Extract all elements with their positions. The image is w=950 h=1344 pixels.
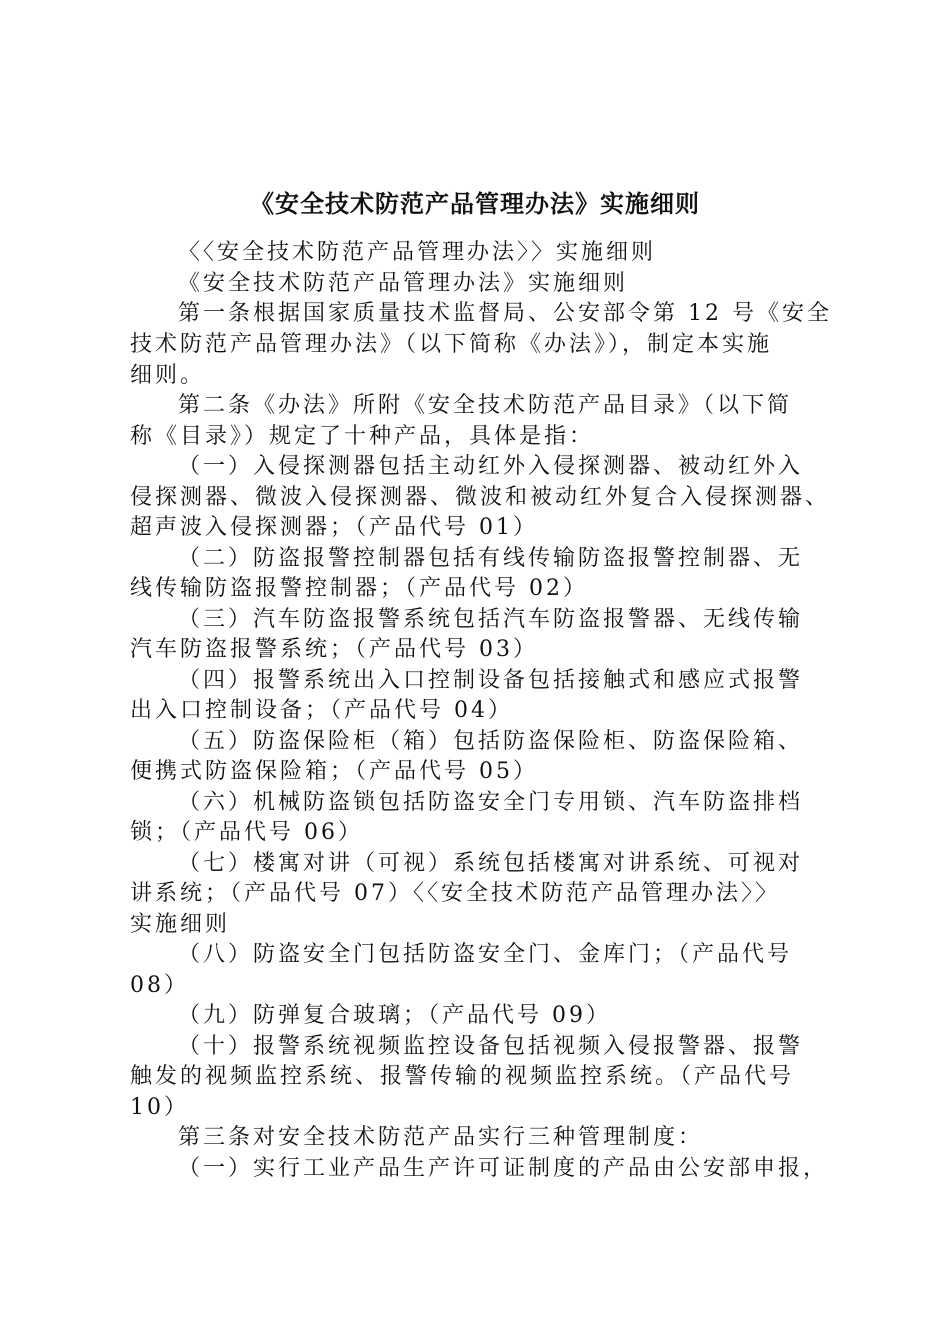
body-line: 《安全技术防范产品管理办法》实施细则 bbox=[178, 271, 629, 296]
body-line: 08） bbox=[130, 973, 189, 998]
body-line: 出入口控制设备；（产品代号 04） bbox=[130, 698, 513, 723]
body-line: （三）汽车防盗报警系统包括汽车防盗报警器、无线传输 bbox=[178, 607, 804, 632]
body-line: （十）报警系统视频监控设备包括视频入侵报警器、报警 bbox=[178, 1034, 804, 1059]
body-line: 实施细则 bbox=[130, 912, 231, 937]
body-line: 10） bbox=[130, 1095, 189, 1120]
body-line: 称《目录》）规定了十种产品，具体是指： bbox=[130, 424, 595, 449]
body-line: 汽车防盗报警系统；（产品代号 03） bbox=[130, 637, 538, 662]
body-line: 技术防范产品管理办法》（以下简称《办法》），制定本实施 bbox=[130, 332, 773, 357]
body-line: （一）入侵探测器包括主动红外入侵探测器、被动红外入 bbox=[178, 454, 804, 479]
body-line: （二）防盗报警控制器包括有线传输防盗报警控制器、无 bbox=[178, 546, 804, 571]
body-line: 触发的视频监控系统、报警传输的视频监控系统。（产品代号 bbox=[130, 1064, 795, 1089]
body-line: 线传输防盗报警控制器；（产品代号 02） bbox=[130, 576, 588, 601]
body-line: 侵探测器、微波入侵探测器、微波和被动红外复合入侵探测器、 bbox=[130, 485, 831, 510]
body-line: （九）防弹复合玻璃；（产品代号 09） bbox=[178, 1003, 611, 1028]
body-line: 讲系统；（产品代号 07）〈〈安全技术防范产品管理办法〉〉 bbox=[130, 881, 780, 906]
body-line: （四）报警系统出入口控制设备包括接触式和感应式报警 bbox=[178, 668, 804, 693]
body-line: 便携式防盗保险箱；（产品代号 05） bbox=[130, 759, 538, 784]
body-line: （六）机械防盗锁包括防盗安全门专用锁、汽车防盗排档 bbox=[178, 790, 804, 815]
body-line: （一）实行工业产品生产许可证制度的产品由公安部申报， bbox=[178, 1156, 829, 1181]
body-line: 第三条对安全技术防范产品实行三种管理制度： bbox=[178, 1125, 704, 1150]
body-line: （五）防盗保险柜（箱）包括防盗保险柜、防盗保险箱、 bbox=[178, 729, 804, 754]
body-line: 〈〈安全技术防范产品管理办法〉〉实施细则 bbox=[178, 240, 657, 265]
document-title: 《安全技术防范产品管理办法》实施细则 bbox=[250, 189, 700, 218]
body-line: 第二条《办法》所附《安全技术防范产品目录》（以下简 bbox=[178, 393, 793, 418]
body-line: 第一条根据国家质量技术监督局、公安部令第 12 号《安全 bbox=[178, 301, 832, 326]
body-line: 锁；（产品代号 06） bbox=[130, 820, 363, 845]
body-line: （八）防盗安全门包括防盗安全门、金库门；（产品代号 bbox=[178, 942, 793, 967]
body-line: 超声波入侵探测器；（产品代号 01） bbox=[130, 515, 538, 540]
body-line: （七）楼寓对讲（可视）系统包括楼寓对讲系统、可视对 bbox=[178, 851, 804, 876]
body-line: 细则。 bbox=[130, 363, 206, 388]
